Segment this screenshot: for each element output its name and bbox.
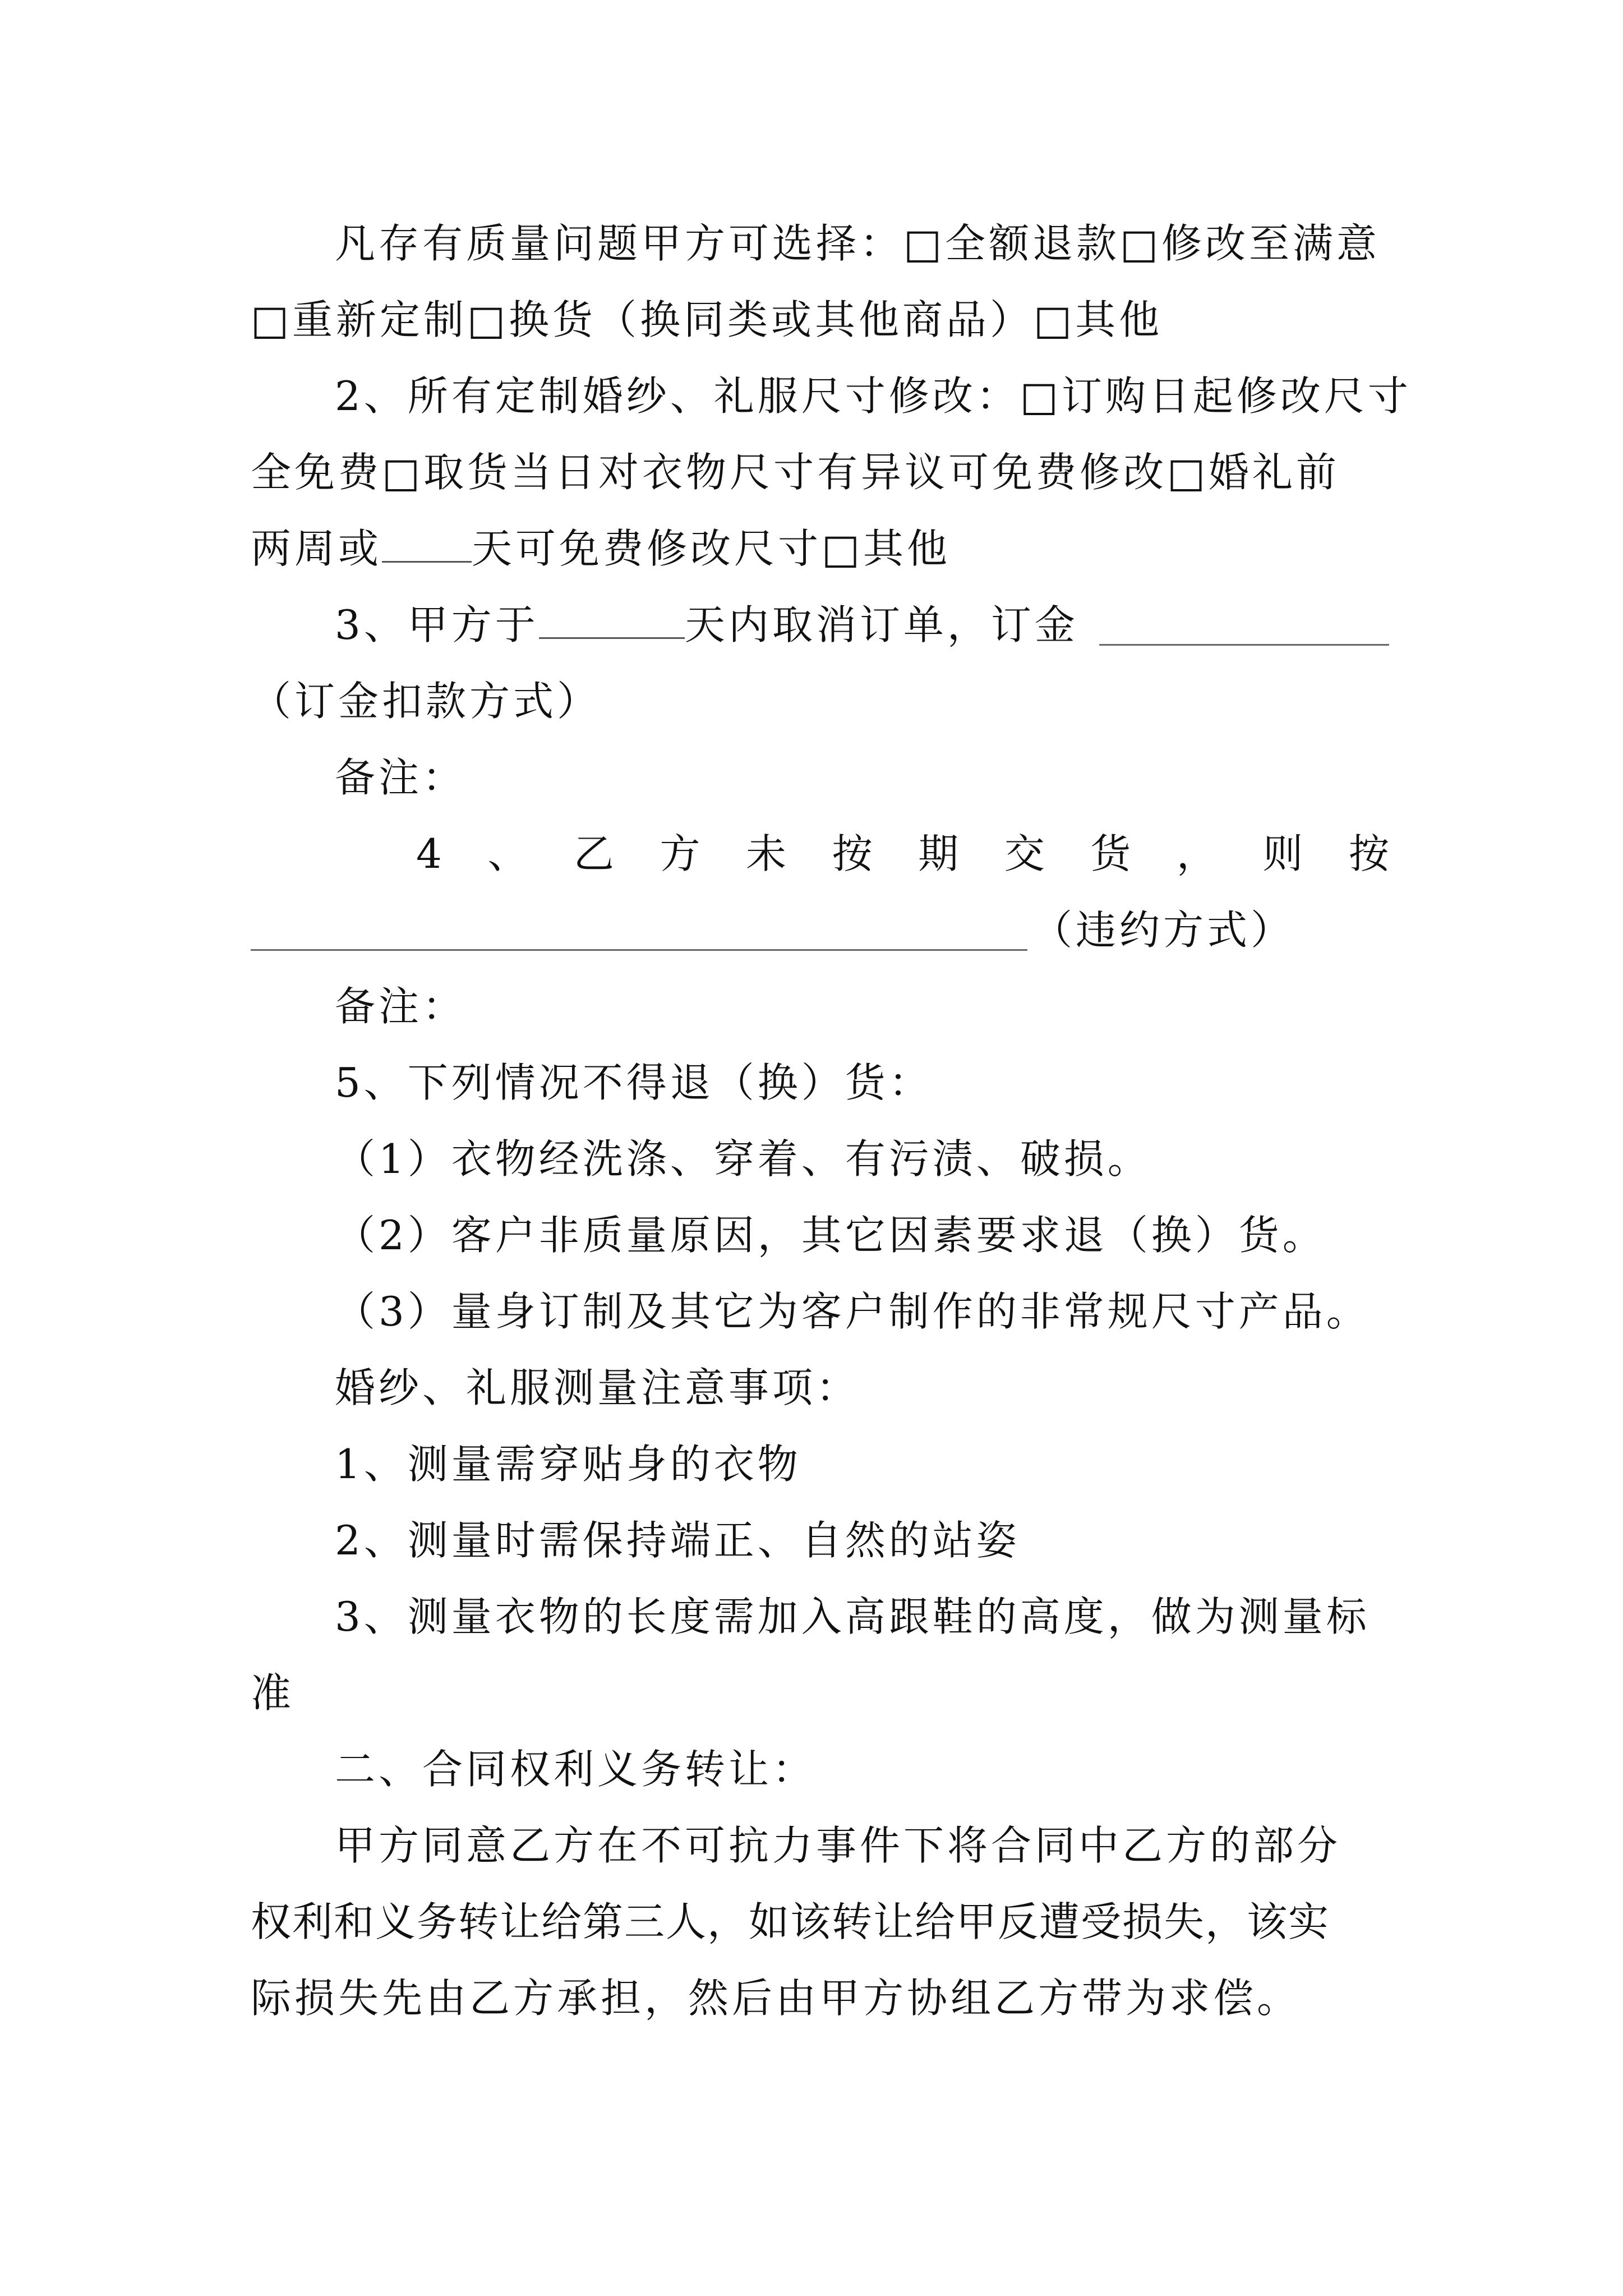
text-segment: 际损失先由乙方承担，然后由甲方协组乙方带为求偿。 bbox=[251, 1975, 1301, 2022]
text-segment: 准 bbox=[251, 1669, 295, 1717]
text-line-21 bbox=[335, 1806, 1473, 1885]
text-segment: 二、合同权利义务转让： bbox=[335, 1746, 817, 1793]
text-segment: （3）量身订制及其它为客户制作的非常规尺寸产品。 bbox=[335, 1288, 1370, 1335]
text-line-8 bbox=[335, 738, 1473, 817]
fill-in-blank bbox=[1099, 644, 1389, 646]
text-line-9 bbox=[416, 815, 1389, 893]
text-segment: 权利和义务转让给第三人，如该转让给甲反遭受损失，该实 bbox=[251, 1898, 1330, 1945]
text-line-1 bbox=[335, 204, 1473, 283]
text-line-10 bbox=[1032, 891, 1389, 969]
text-segment: 1、测量需穿贴身的衣物 bbox=[335, 1441, 801, 1488]
text-line-11 bbox=[335, 967, 1473, 1046]
text-line-4 bbox=[251, 433, 1389, 512]
text-segment: 备注： bbox=[335, 754, 467, 801]
text-line-5 bbox=[251, 509, 1389, 588]
text-segment: 3、甲方于 bbox=[335, 601, 539, 648]
text-segment: 5、下列情况不得退（换）货： bbox=[335, 1059, 933, 1106]
text-segment: 凡存有质量问题甲方可选择：□全额退款□修改至满意 bbox=[335, 220, 1381, 267]
section-heading bbox=[335, 1730, 1473, 1809]
text-line-16 bbox=[335, 1349, 1473, 1427]
text-line-3 bbox=[335, 357, 1473, 435]
fill-in-blank bbox=[251, 949, 1027, 951]
text-segment: （违约方式） bbox=[1032, 907, 1295, 954]
text-line-22 bbox=[251, 1883, 1389, 1961]
text-line-6 bbox=[335, 586, 1473, 664]
text-line-20 bbox=[251, 1654, 1389, 1732]
text-line-17 bbox=[335, 1425, 1473, 1503]
text-segment: 两周或 bbox=[251, 525, 382, 572]
text-segment: （2）客户非质量原因，其它因素要求退（换）货。 bbox=[335, 1212, 1326, 1259]
text-line-15 bbox=[335, 1272, 1473, 1351]
text-line-12 bbox=[335, 1043, 1473, 1122]
text-segment: 天可免费修改尺寸□其他 bbox=[472, 525, 951, 572]
text-segment: 全免费□取货当日对衣物尺寸有异议可免费修改□婚礼前 bbox=[251, 449, 1340, 496]
text-line-19 bbox=[335, 1577, 1473, 1656]
text-segment: □重新定制□换货（换同类或其他商品）□其他 bbox=[251, 296, 1163, 343]
text-segment: 甲方同意乙方在不可抗力事件下将合同中乙方的部分 bbox=[335, 1822, 1341, 1869]
text-segment: 3、测量衣物的长度需加入高跟鞋的高度，做为测量标 bbox=[335, 1593, 1370, 1640]
text-line-14 bbox=[335, 1196, 1473, 1274]
fill-in-blank bbox=[382, 516, 472, 563]
text-line-13 bbox=[335, 1120, 1473, 1198]
fill-in-blank bbox=[539, 592, 685, 639]
text-line-7 bbox=[251, 662, 1389, 740]
text-line-23 bbox=[251, 1959, 1389, 2037]
text-segment: 婚纱、礼服测量注意事项： bbox=[335, 1364, 860, 1411]
text-segment: （订金扣款方式） bbox=[251, 678, 601, 725]
text-segment: 2、测量时需保持端正、自然的站姿 bbox=[335, 1517, 1020, 1564]
text-segment: 天内取消订单，订金 bbox=[684, 601, 1078, 648]
text-segment: （1）衣物经洗涤、穿着、有污渍、破损。 bbox=[335, 1135, 1151, 1182]
text-line-2 bbox=[251, 280, 1389, 359]
text-segment: 备注： bbox=[335, 983, 467, 1030]
text-segment: 4、乙方未按期交货，则按 bbox=[416, 830, 1389, 877]
text-line-18 bbox=[335, 1501, 1473, 1580]
text-segment: 2、所有定制婚纱、礼服尺寸修改：□订购日起修改尺寸 bbox=[335, 372, 1412, 420]
